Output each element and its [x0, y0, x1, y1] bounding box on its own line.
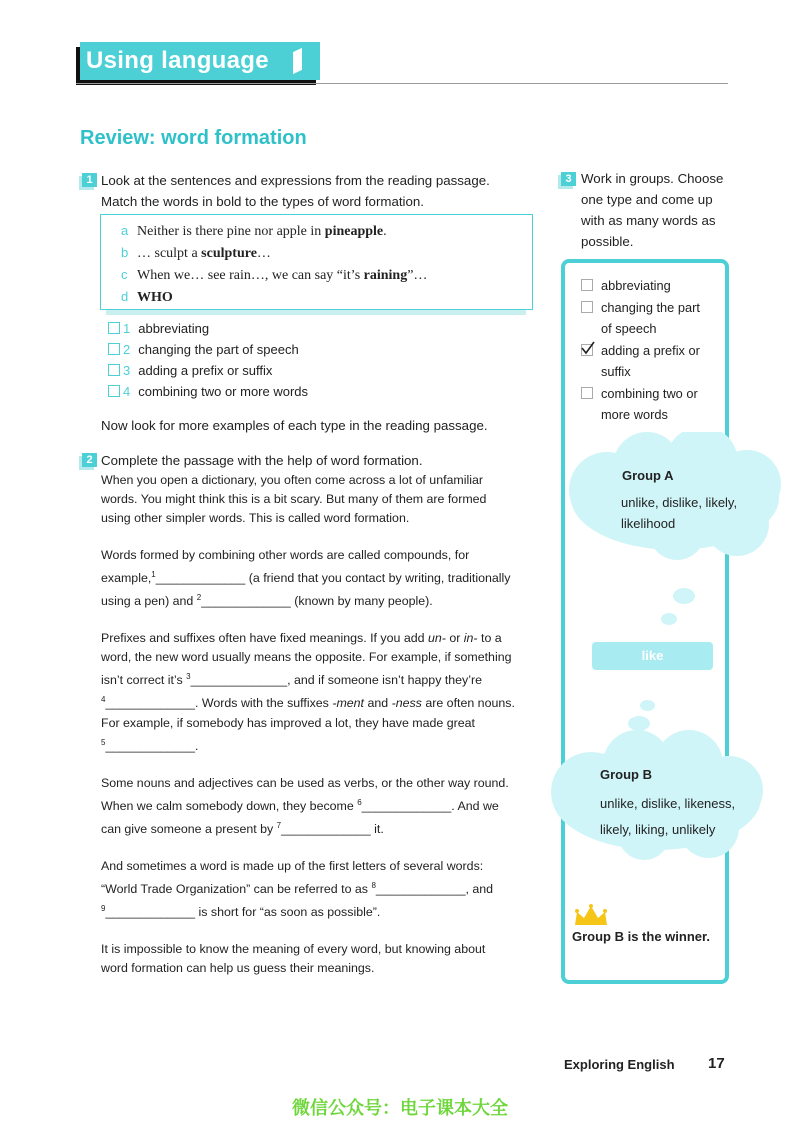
- blank-5[interactable]: _____________: [105, 738, 196, 753]
- blank-4[interactable]: _____________: [105, 696, 196, 711]
- paragraph-1: When you open a dictionary, you often come across a lot of unfamiliar words. You might think this is a bit scary. But many of them are formed using other simpler words. This is called word formation.: [101, 473, 487, 525]
- section-title: Review: word formation: [80, 127, 307, 149]
- checkbox[interactable]: [581, 279, 593, 291]
- ex1-number-badge: 1: [82, 173, 97, 187]
- ex2-instruction: Complete the passage with the help of word formation.: [101, 453, 423, 468]
- sentence-c: c When we… see rain…, we can say “it’s raining”…: [121, 267, 428, 283]
- ex1-instruction: Look at the sentences and expressions from the reading passage. Match the words in bold to the types of word formation.: [101, 173, 490, 209]
- paragraph-2: Words formed by combining other words are called compounds, for example,$^1$_____________ (a friend that you contact by writing, traditionally using a pen) and $^2$_____________ (known by many people).: [101, 548, 511, 609]
- paragraph-5: And sometimes a word is made up of the first letters of several words: “World Trade Organization” can be referred to as $^8$_____________, and $^9$_____________ is short for “as soon as possible”.: [101, 858, 494, 920]
- watermark-text: 微信公众号：电子课本大全: [292, 1098, 508, 1118]
- checkbox[interactable]: [581, 387, 593, 399]
- group-b-words: unlike, dislike, likeness, likely, liking, unlikely: [600, 796, 736, 837]
- checkbox[interactable]: [108, 343, 120, 355]
- ex1-sentence-list: [121, 220, 427, 308]
- thought-bubble-dot: [661, 613, 677, 625]
- paragraph-6: It is impossible to know the meaning of every word, but knowing about word formation can help us guess their meanings.: [101, 942, 486, 976]
- sentence-b: b … sculpt a sculpture…: [121, 245, 271, 261]
- group-a-words: unlike, dislike, likely, likelihood: [621, 495, 738, 531]
- blank-1[interactable]: _____________: [155, 571, 246, 586]
- ex2-passage: [101, 471, 541, 978]
- thought-bubble-dot: [640, 700, 655, 711]
- blank-9[interactable]: _____________: [105, 905, 196, 920]
- blank-7[interactable]: _____________: [281, 821, 371, 836]
- blank-8[interactable]: _____________: [375, 882, 466, 896]
- sentence-a: a Neither is there pine nor apple in pineapple.: [121, 223, 387, 239]
- blank-2[interactable]: _____________: [201, 594, 291, 609]
- checkmark-icon: [580, 340, 596, 356]
- type-item[interactable]: 1 abbreviating: [108, 318, 308, 339]
- page-number: 17: [708, 1055, 725, 1072]
- checkbox[interactable]: [581, 301, 593, 313]
- paragraph-4: Some nouns and adjectives can be used as verbs, or the other way round. When we calm somebody down, they become $^6$_____________. And we can give someone a present by $^7$_____________ it.: [101, 775, 509, 836]
- header-divider: [76, 83, 728, 84]
- type-item[interactable]: 3 adding a prefix or suffix: [108, 360, 308, 381]
- ex3-options: abbreviating changing the part of speech adding a prefix or suffix combining two or more words: [581, 275, 700, 426]
- blank-6[interactable]: _____________: [361, 798, 452, 813]
- winner-text: Group B is the winner.: [572, 929, 710, 944]
- ex3-instruction: Work in groups. Choose one type and come up with as many words as possible.: [581, 171, 724, 249]
- option-item[interactable]: adding a prefix or: [581, 340, 700, 362]
- blank-3[interactable]: ______________: [190, 673, 288, 688]
- checkbox[interactable]: [108, 364, 120, 376]
- type-item[interactable]: 4 combining two or more words: [108, 381, 308, 402]
- ex1-followup: Now look for more examples of each type in the reading passage.: [101, 418, 488, 433]
- group-b-name: Group B: [600, 767, 652, 782]
- ex3-number-badge: 3: [561, 172, 576, 186]
- option-item[interactable]: changing the part: [581, 297, 700, 319]
- type-item[interactable]: 2 changing the part of speech: [108, 339, 308, 360]
- sentence-d: d WHO: [121, 289, 173, 305]
- checkbox[interactable]: [108, 322, 120, 334]
- thought-bubble-dot: [628, 716, 650, 731]
- ex2-number-badge: 2: [82, 453, 97, 467]
- footer-book-title: Exploring English: [564, 1057, 675, 1072]
- ex1-type-list: [108, 318, 308, 402]
- thought-bubble-dot: [673, 588, 695, 604]
- option-item[interactable]: combining two or: [581, 383, 700, 405]
- page-title: Using language: [86, 47, 269, 74]
- paragraph-3: Prefixes and suffixes often have fixed meanings. If you add un- or in- to a word, the new word usually means the opposite. For example, if something isn’t correct it’s $^3$______________, and if someone isn’t happy they’re $^4$_____________. Words with the suffixes -ment and -ness are often nouns. For example, if somebody has improved a lot, they have made great $^5$_____________.: [101, 631, 515, 753]
- header-slash-mark: [293, 48, 302, 74]
- checkbox[interactable]: [108, 385, 120, 397]
- group-a-name: Group A: [622, 468, 674, 483]
- crown-icon: [572, 903, 610, 929]
- option-item[interactable]: abbreviating: [581, 275, 700, 297]
- root-word-box: like: [592, 642, 713, 670]
